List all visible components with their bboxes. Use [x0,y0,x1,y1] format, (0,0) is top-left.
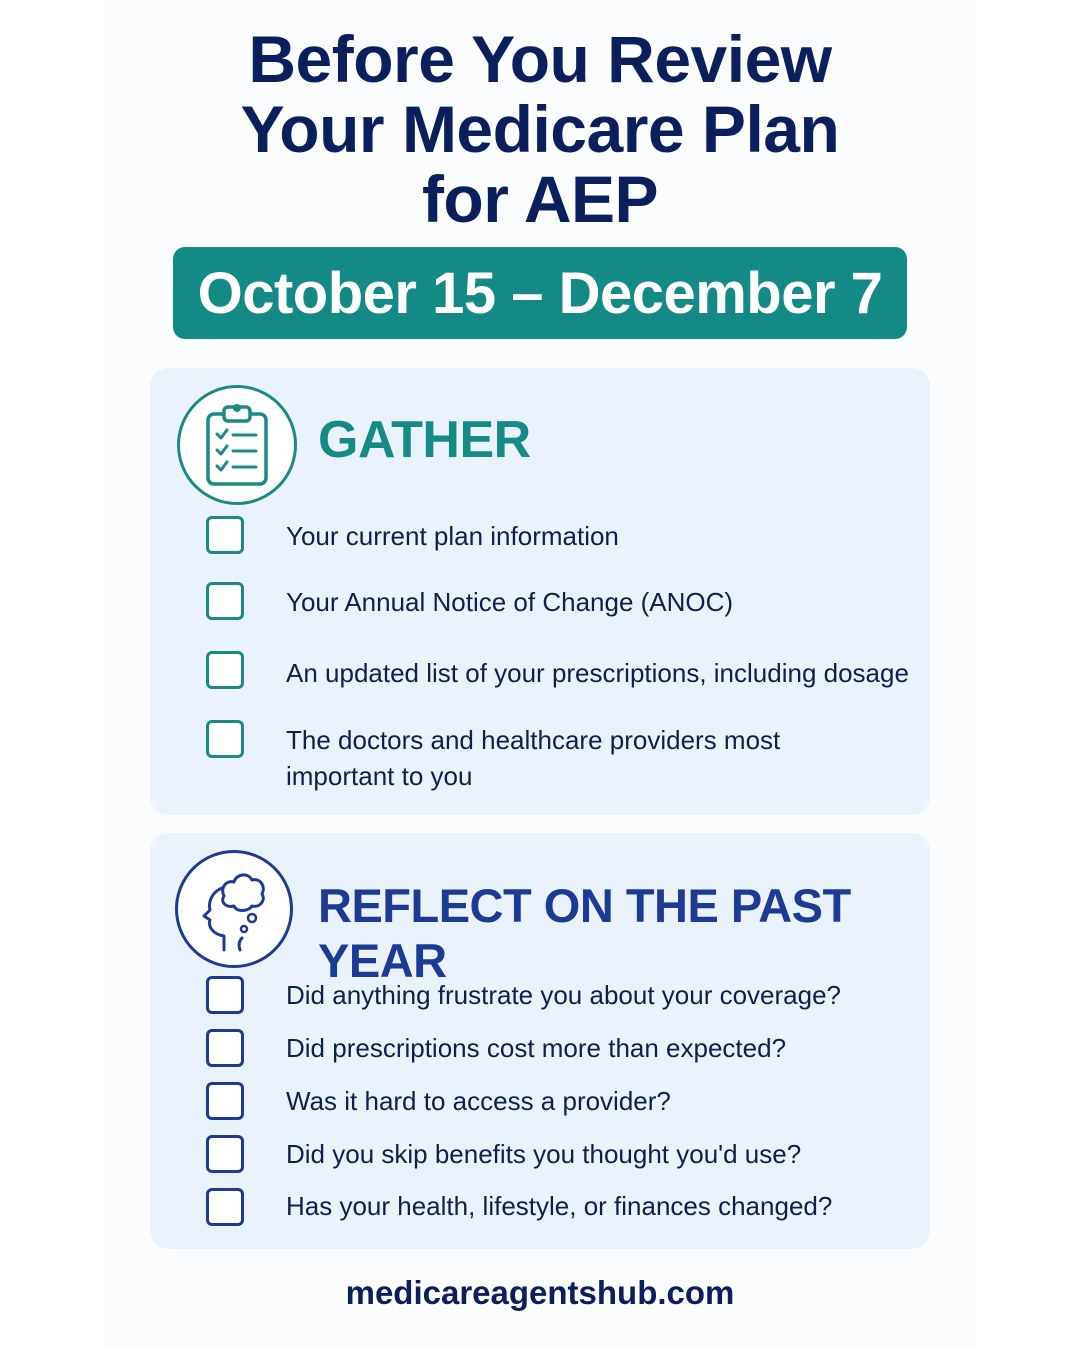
footer-website[interactable]: medicareagentshub.com [345,1274,735,1311]
date-range-banner: October 15 – December 7 [173,247,907,339]
title-line-1: Before You Review [248,22,832,96]
reflect-checkbox[interactable] [206,1135,244,1173]
reflect-item-text: Did prescriptions cost more than expected? [286,1033,787,1063]
reflect-item-text: Has your health, lifestyle, or finances changed? [286,1191,833,1221]
gather-checkbox[interactable] [206,651,244,689]
reflect-checkbox[interactable] [206,1188,244,1226]
gather-item-text: Your Annual Notice of Change (ANOC) [286,587,734,617]
gather-checkbox[interactable] [206,720,244,758]
reflect-card [150,833,930,1249]
gather-checkbox[interactable] [206,582,244,620]
reflect-item-text: Did you skip benefits you thought you'd use? [286,1139,802,1169]
gather-checkbox[interactable] [206,516,244,554]
gather-card [150,368,930,815]
reflect-checkbox[interactable] [206,1029,244,1067]
reflect-item-text: Was it hard to access a provider? [286,1086,671,1116]
page-title [0,24,1080,234]
title-line-3: for AEP [421,162,659,236]
clipboard-checklist-icon [177,385,297,505]
gather-heading: GATHER [318,411,531,469]
reflect-checkbox[interactable] [206,976,244,1014]
reflect-checkbox[interactable] [206,1082,244,1120]
title-line-2: Your Medicare Plan [240,92,840,166]
gather-item-text: The doctors and healthcare providers most important to you [286,725,781,791]
head-thought-bubble-icon [175,850,293,968]
gather-item-text: Your current plan information [286,521,619,551]
reflect-heading: REFLECT ON THE PAST YEAR [318,879,851,987]
reflect-item-text: Did anything frustrate you about your coverage? [286,980,842,1010]
gather-item-text: An updated list of your prescriptions, including dosage [286,658,909,688]
